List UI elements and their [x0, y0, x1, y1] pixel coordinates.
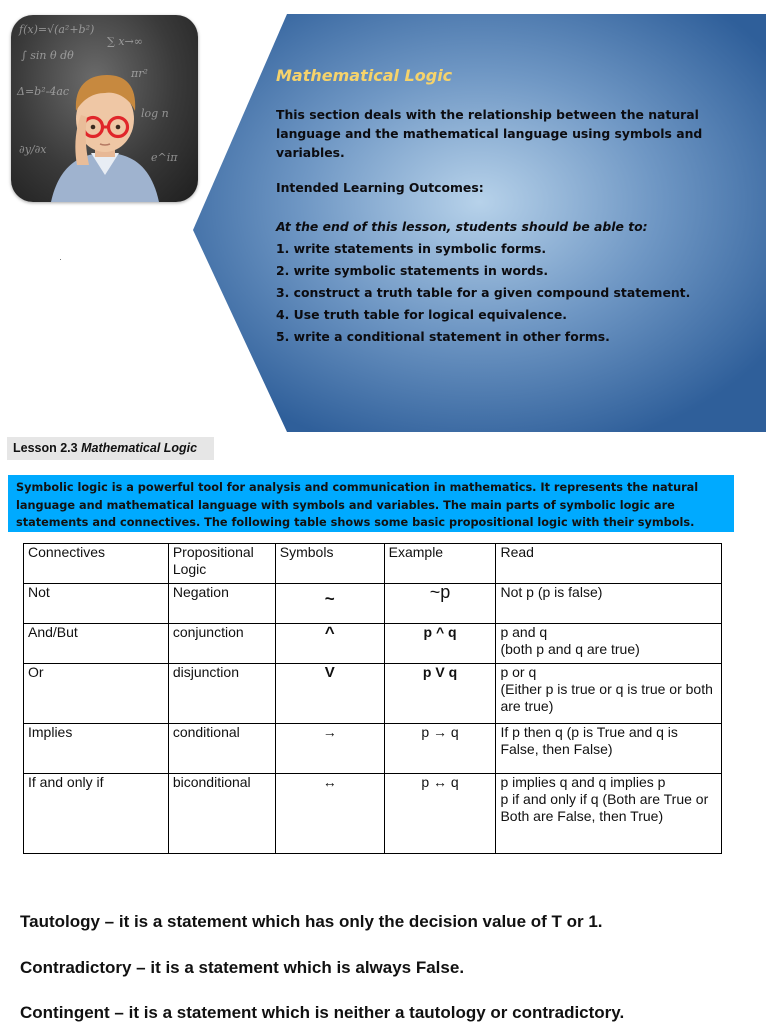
- example-text: p → q: [421, 724, 459, 740]
- symbol-cell: [275, 774, 384, 854]
- tilde-symbol: ~: [324, 589, 335, 608]
- propositional-logic-table: [23, 543, 722, 854]
- symbol-cell: [275, 584, 384, 624]
- header-cell: Symbols: [275, 544, 384, 584]
- double-arrow-icon: ↔: [322, 774, 337, 790]
- read-cell: p and q (both p and q are true): [496, 624, 722, 664]
- lesson-tag: [7, 437, 214, 460]
- example-cell: [384, 624, 496, 664]
- example-text: p ↔ q: [421, 774, 459, 790]
- outcomes-lead: At the end of this lesson, students should be able to:: [276, 219, 648, 234]
- outcome-item: 1. write statements in symbolic forms.: [276, 241, 547, 256]
- table-row: [24, 774, 722, 854]
- read-cell: p implies q and q implies p p if and only if q (Both are True or Both are False, then True): [496, 774, 722, 854]
- header-cell: Propositional Logic: [168, 544, 275, 584]
- outcome-item: 3. construct a truth table for a given compound statement.: [276, 285, 691, 300]
- banner-title: Mathematical Logic: [276, 66, 453, 85]
- read-cell: Not p (p is false): [496, 584, 722, 624]
- symbol-cell: [275, 724, 384, 774]
- vee-symbol: V: [324, 664, 335, 681]
- example-cell: [384, 774, 496, 854]
- example-text: p ^ q: [423, 624, 457, 640]
- definition-tautology: Tautology – it is a statement which has only the decision value of T or 1.: [20, 912, 603, 931]
- logic-cell: Negation: [168, 584, 275, 624]
- child-thinking-photo: f(x)=√(a²+b²) ∑ x→∞ ∫ sin θ dθ πr² Δ=b²-4ac log n ∂y/∂x e^iπ: [11, 15, 198, 202]
- header-cell: Connectives: [24, 544, 169, 584]
- header-cell: Read: [496, 544, 722, 584]
- example-cell: [384, 724, 496, 774]
- stray-dot: [60, 259, 61, 260]
- banner-content: [276, 66, 746, 348]
- lesson-title: Mathematical Logic: [81, 441, 198, 455]
- logic-cell: conditional: [168, 724, 275, 774]
- table-row: [24, 724, 722, 774]
- example-cell: [384, 664, 496, 724]
- example-text: p V q: [422, 664, 458, 680]
- outcome-item: 5. write a conditional statement in other forms.: [276, 329, 610, 344]
- wedge-symbol: ^: [324, 623, 335, 642]
- section-description: This section deals with the relationship between the natural language and the mathematical language using symbols and variables.: [276, 107, 703, 160]
- logic-cell: disjunction: [168, 664, 275, 724]
- definition-contingent: Contingent – it is a statement which is neither a tautology or contradictory.: [20, 1003, 625, 1022]
- read-cell: If p then q (p is True and q is False, then False): [496, 724, 722, 774]
- header-cell: Example: [384, 544, 496, 584]
- connective-cell: Or: [24, 664, 169, 724]
- definition-contradictory: Contradictory – it is a statement which is always False.: [20, 958, 465, 977]
- logic-cell: conjunction: [168, 624, 275, 664]
- right-arrow-icon: →: [322, 724, 337, 740]
- table-header-row: [24, 544, 722, 584]
- outcomes-heading: Intended Learning Outcomes:: [276, 180, 484, 195]
- connective-cell: If and only if: [24, 774, 169, 854]
- example-cell: [384, 584, 496, 624]
- table-row: [24, 624, 722, 664]
- symbol-cell: [275, 664, 384, 724]
- connective-cell: And/But: [24, 624, 169, 664]
- lesson-number: Lesson 2.3: [13, 441, 78, 455]
- child-icon: [11, 15, 198, 202]
- example-text: ~p: [429, 582, 451, 602]
- outcomes-list: [276, 238, 746, 348]
- outcome-item: 2. write symbolic statements in words.: [276, 263, 549, 278]
- connective-cell: Implies: [24, 724, 169, 774]
- read-cell: p or q (Either p is true or q is true or both are true): [496, 664, 722, 724]
- intro-callout: Symbolic logic is a powerful tool for analysis and communication in mathematics. It represents the natural language and mathematical language with symbols and variables. The main parts of symbolic logic are statements and connectives. The following table shows some basic propositional logic with their symbols.: [8, 475, 734, 532]
- logic-cell: biconditional: [168, 774, 275, 854]
- table-row: [24, 584, 722, 624]
- outcome-item: 4. Use truth table for logical equivalence.: [276, 307, 568, 322]
- table-row: [24, 664, 722, 724]
- connective-cell: Not: [24, 584, 169, 624]
- symbol-cell: [275, 624, 384, 664]
